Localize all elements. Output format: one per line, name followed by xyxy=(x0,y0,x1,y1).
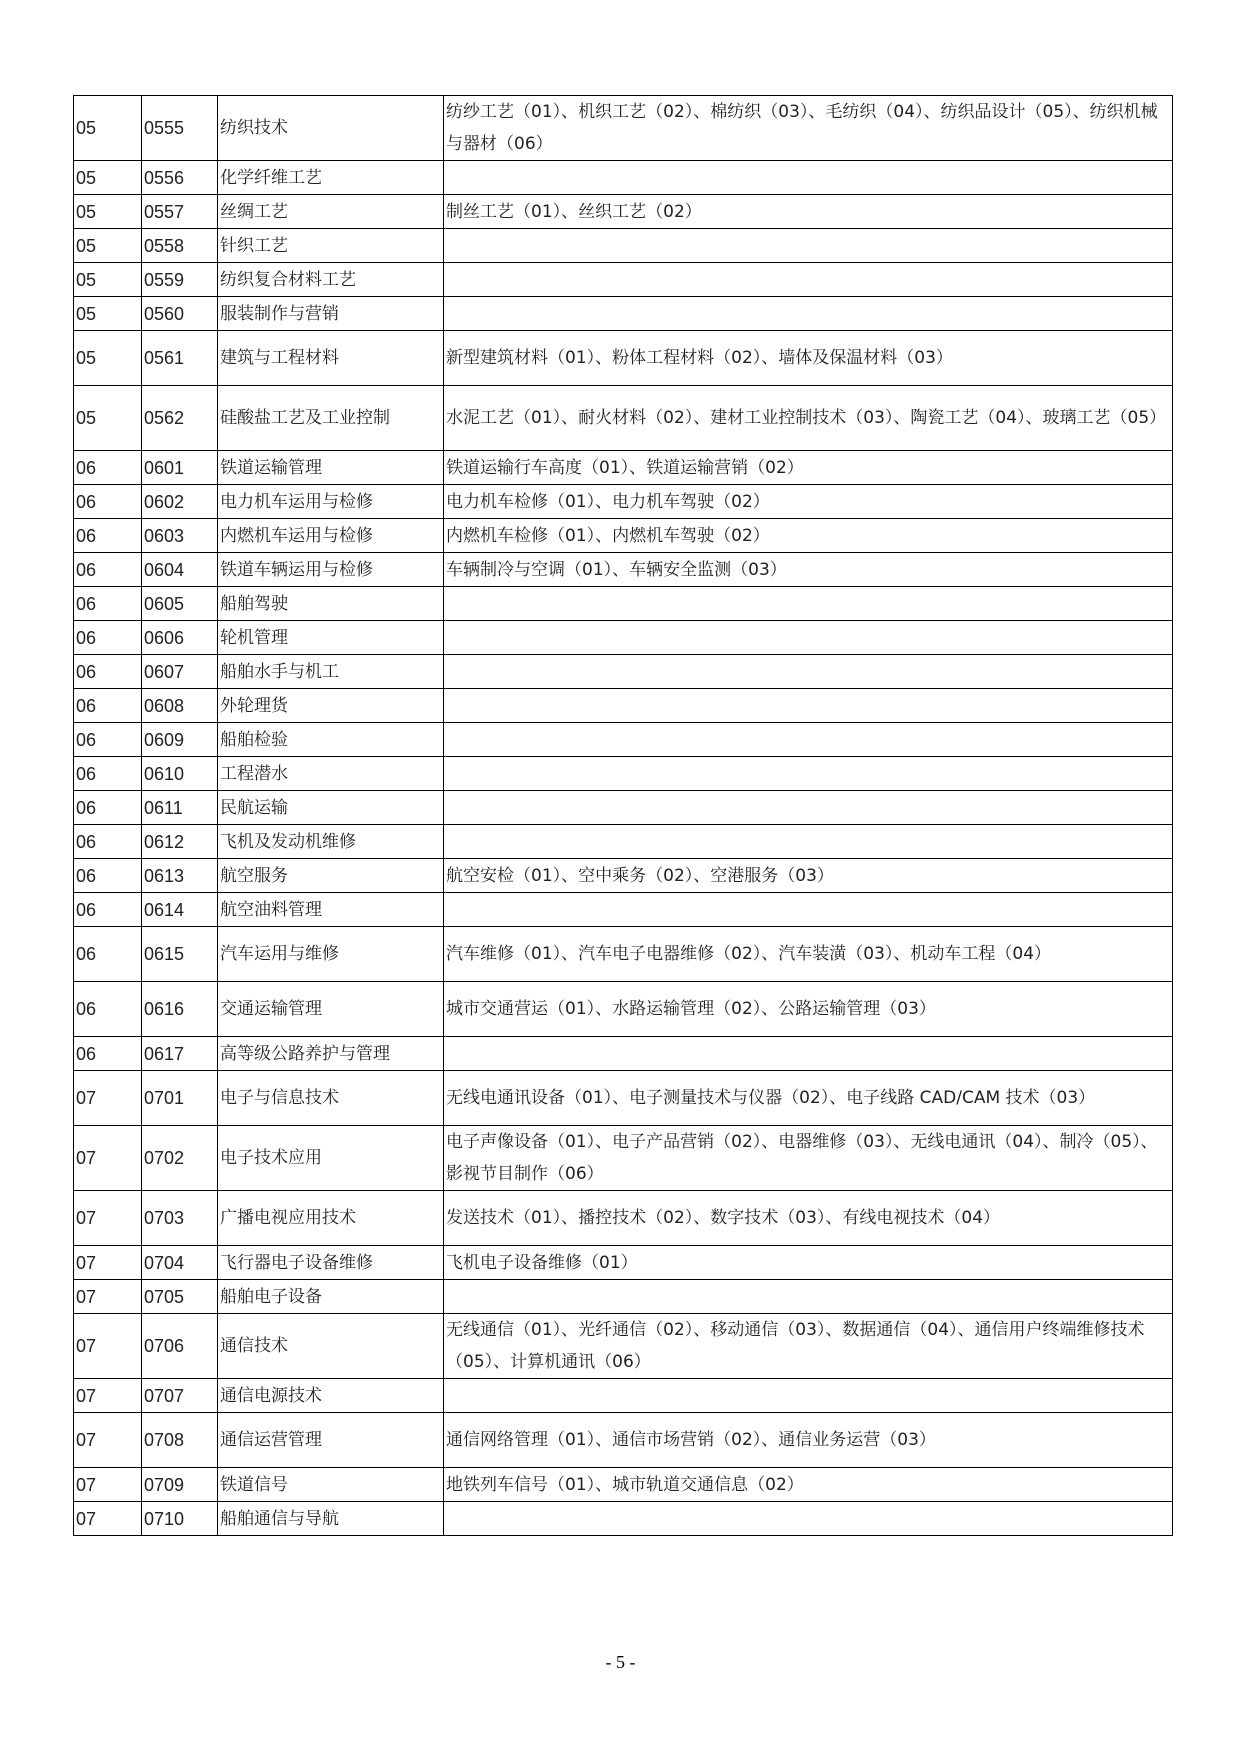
major-name-cell: 电子技术应用 xyxy=(218,1126,444,1191)
directions-cell xyxy=(444,1037,1173,1071)
table-row xyxy=(74,519,1173,553)
major-name-cell: 船舶检验 xyxy=(218,723,444,757)
code-cell: 0609 xyxy=(142,723,218,757)
code-cell: 0606 xyxy=(142,621,218,655)
category-cell: 06 xyxy=(74,689,142,723)
table-row xyxy=(74,1037,1173,1071)
major-name-cell: 广播电视应用技术 xyxy=(218,1191,444,1246)
major-name-cell: 服装制作与营销 xyxy=(218,297,444,331)
major-name-cell: 船舶电子设备 xyxy=(218,1280,444,1314)
directions-cell xyxy=(444,723,1173,757)
category-cell: 07 xyxy=(74,1502,142,1536)
major-name-cell: 通信技术 xyxy=(218,1314,444,1379)
directions-cell: 新型建筑材料（01）、粉体工程材料（02）、墙体及保温材料（03） xyxy=(444,331,1173,386)
code-cell: 0561 xyxy=(142,331,218,386)
table-row xyxy=(74,263,1173,297)
code-cell: 0704 xyxy=(142,1246,218,1280)
table-row xyxy=(74,195,1173,229)
category-cell: 05 xyxy=(74,229,142,263)
directions-cell xyxy=(444,587,1173,621)
category-cell: 07 xyxy=(74,1191,142,1246)
major-name-cell: 民航运输 xyxy=(218,791,444,825)
directions-cell xyxy=(444,621,1173,655)
directions-cell xyxy=(444,757,1173,791)
table-row xyxy=(74,1468,1173,1502)
code-cell: 0562 xyxy=(142,386,218,451)
major-name-cell: 纺织复合材料工艺 xyxy=(218,263,444,297)
table-row xyxy=(74,1126,1173,1191)
category-cell: 05 xyxy=(74,263,142,297)
category-cell: 07 xyxy=(74,1379,142,1413)
category-cell: 07 xyxy=(74,1246,142,1280)
major-name-cell: 针织工艺 xyxy=(218,229,444,263)
directions-cell xyxy=(444,229,1173,263)
major-name-cell: 通信电源技术 xyxy=(218,1379,444,1413)
major-name-cell: 内燃机车运用与检修 xyxy=(218,519,444,553)
table-row xyxy=(74,1280,1173,1314)
majors-table xyxy=(73,95,1173,1536)
category-cell: 06 xyxy=(74,621,142,655)
table-row xyxy=(74,621,1173,655)
table-row xyxy=(74,1246,1173,1280)
code-cell: 0710 xyxy=(142,1502,218,1536)
code-cell: 0556 xyxy=(142,161,218,195)
table-row xyxy=(74,386,1173,451)
directions-cell xyxy=(444,655,1173,689)
page-number: - 5 - xyxy=(605,1652,636,1672)
major-name-cell: 铁道信号 xyxy=(218,1468,444,1502)
category-cell: 06 xyxy=(74,982,142,1037)
category-cell: 07 xyxy=(74,1413,142,1468)
table-row xyxy=(74,1191,1173,1246)
category-cell: 07 xyxy=(74,1468,142,1502)
directions-cell xyxy=(444,689,1173,723)
category-cell: 06 xyxy=(74,757,142,791)
category-cell: 06 xyxy=(74,1037,142,1071)
directions-cell: 无线通信（01）、光纤通信（02）、移动通信（03）、数据通信（04）、通信用户终端维修技术（05）、计算机通讯（06） xyxy=(444,1314,1173,1379)
code-cell: 0615 xyxy=(142,927,218,982)
table-row xyxy=(74,791,1173,825)
code-cell: 0707 xyxy=(142,1379,218,1413)
code-cell: 0708 xyxy=(142,1413,218,1468)
code-cell: 0604 xyxy=(142,553,218,587)
majors-table-body xyxy=(74,96,1173,1536)
directions-cell xyxy=(444,1280,1173,1314)
table-row xyxy=(74,587,1173,621)
category-cell: 06 xyxy=(74,927,142,982)
code-cell: 0702 xyxy=(142,1126,218,1191)
major-name-cell: 外轮理货 xyxy=(218,689,444,723)
major-name-cell: 飞行器电子设备维修 xyxy=(218,1246,444,1280)
major-name-cell: 船舶水手与机工 xyxy=(218,655,444,689)
code-cell: 0616 xyxy=(142,982,218,1037)
category-cell: 05 xyxy=(74,161,142,195)
table-row xyxy=(74,451,1173,485)
directions-cell: 通信网络管理（01）、通信市场营销（02）、通信业务运营（03） xyxy=(444,1413,1173,1468)
directions-cell xyxy=(444,297,1173,331)
majors-table-container xyxy=(73,95,1173,1536)
category-cell: 06 xyxy=(74,655,142,689)
code-cell: 0558 xyxy=(142,229,218,263)
table-row xyxy=(74,553,1173,587)
table-row xyxy=(74,1413,1173,1468)
table-row xyxy=(74,1502,1173,1536)
directions-cell: 水泥工艺（01）、耐火材料（02）、建材工业控制技术（03）、陶瓷工艺（04）、玻璃工艺（05） xyxy=(444,386,1173,451)
major-name-cell: 铁道运输管理 xyxy=(218,451,444,485)
category-cell: 06 xyxy=(74,859,142,893)
category-cell: 06 xyxy=(74,553,142,587)
table-row xyxy=(74,757,1173,791)
code-cell: 0603 xyxy=(142,519,218,553)
category-cell: 05 xyxy=(74,297,142,331)
directions-cell: 地铁列车信号（01）、城市轨道交通信息（02） xyxy=(444,1468,1173,1502)
major-name-cell: 轮机管理 xyxy=(218,621,444,655)
table-row xyxy=(74,655,1173,689)
code-cell: 0555 xyxy=(142,96,218,161)
directions-cell: 飞机电子设备维修（01） xyxy=(444,1246,1173,1280)
table-row xyxy=(74,1314,1173,1379)
code-cell: 0614 xyxy=(142,893,218,927)
major-name-cell: 航空油料管理 xyxy=(218,893,444,927)
major-name-cell: 交通运输管理 xyxy=(218,982,444,1037)
code-cell: 0601 xyxy=(142,451,218,485)
directions-cell xyxy=(444,161,1173,195)
category-cell: 06 xyxy=(74,893,142,927)
directions-cell: 电子声像设备（01）、电子产品营销（02）、电器维修（03）、无线电通讯（04）、制冷（05）、影视节目制作（06） xyxy=(444,1126,1173,1191)
table-row xyxy=(74,1071,1173,1126)
code-cell: 0557 xyxy=(142,195,218,229)
major-name-cell: 建筑与工程材料 xyxy=(218,331,444,386)
category-cell: 07 xyxy=(74,1071,142,1126)
table-row xyxy=(74,1379,1173,1413)
table-row xyxy=(74,297,1173,331)
category-cell: 05 xyxy=(74,386,142,451)
code-cell: 0703 xyxy=(142,1191,218,1246)
major-name-cell: 工程潜水 xyxy=(218,757,444,791)
category-cell: 05 xyxy=(74,331,142,386)
table-row xyxy=(74,485,1173,519)
code-cell: 0559 xyxy=(142,263,218,297)
category-cell: 06 xyxy=(74,485,142,519)
directions-cell: 发送技术（01）、播控技术（02）、数字技术（03）、有线电视技术（04） xyxy=(444,1191,1173,1246)
code-cell: 0709 xyxy=(142,1468,218,1502)
directions-cell: 纺纱工艺（01）、机织工艺（02）、棉纺织（03）、毛纺织（04）、纺织品设计（05）、纺织机械与器材（06） xyxy=(444,96,1173,161)
category-cell: 05 xyxy=(74,96,142,161)
major-name-cell: 通信运营管理 xyxy=(218,1413,444,1468)
major-name-cell: 电子与信息技术 xyxy=(218,1071,444,1126)
code-cell: 0706 xyxy=(142,1314,218,1379)
directions-cell: 汽车维修（01）、汽车电子电器维修（02）、汽车装潢（03）、机动车工程（04） xyxy=(444,927,1173,982)
table-row xyxy=(74,161,1173,195)
category-cell: 07 xyxy=(74,1126,142,1191)
directions-cell: 制丝工艺（01）、丝织工艺（02） xyxy=(444,195,1173,229)
major-name-cell: 汽车运用与维修 xyxy=(218,927,444,982)
code-cell: 0617 xyxy=(142,1037,218,1071)
code-cell: 0701 xyxy=(142,1071,218,1126)
major-name-cell: 电力机车运用与检修 xyxy=(218,485,444,519)
code-cell: 0705 xyxy=(142,1280,218,1314)
table-row xyxy=(74,927,1173,982)
major-name-cell: 硅酸盐工艺及工业控制 xyxy=(218,386,444,451)
major-name-cell: 高等级公路养护与管理 xyxy=(218,1037,444,1071)
directions-cell xyxy=(444,263,1173,297)
category-cell: 06 xyxy=(74,519,142,553)
table-row xyxy=(74,893,1173,927)
directions-cell: 内燃机车检修（01）、内燃机车驾驶（02） xyxy=(444,519,1173,553)
table-row xyxy=(74,982,1173,1037)
directions-cell xyxy=(444,1502,1173,1536)
major-name-cell: 铁道车辆运用与检修 xyxy=(218,553,444,587)
major-name-cell: 航空服务 xyxy=(218,859,444,893)
table-row xyxy=(74,96,1173,161)
code-cell: 0605 xyxy=(142,587,218,621)
category-cell: 06 xyxy=(74,723,142,757)
code-cell: 0613 xyxy=(142,859,218,893)
table-row xyxy=(74,825,1173,859)
directions-cell: 车辆制冷与空调（01）、车辆安全监测（03） xyxy=(444,553,1173,587)
code-cell: 0608 xyxy=(142,689,218,723)
category-cell: 06 xyxy=(74,451,142,485)
directions-cell: 航空安检（01）、空中乘务（02）、空港服务（03） xyxy=(444,859,1173,893)
directions-cell xyxy=(444,791,1173,825)
category-cell: 07 xyxy=(74,1314,142,1379)
code-cell: 0610 xyxy=(142,757,218,791)
directions-cell: 无线电通讯设备（01）、电子测量技术与仪器（02）、电子线路 CAD/CAM 技术（03） xyxy=(444,1071,1173,1126)
category-cell: 06 xyxy=(74,791,142,825)
table-row xyxy=(74,229,1173,263)
major-name-cell: 船舶通信与导航 xyxy=(218,1502,444,1536)
code-cell: 0607 xyxy=(142,655,218,689)
code-cell: 0612 xyxy=(142,825,218,859)
directions-cell: 电力机车检修（01）、电力机车驾驶（02） xyxy=(444,485,1173,519)
major-name-cell: 化学纤维工艺 xyxy=(218,161,444,195)
table-row xyxy=(74,859,1173,893)
code-cell: 0560 xyxy=(142,297,218,331)
directions-cell xyxy=(444,825,1173,859)
table-row xyxy=(74,689,1173,723)
major-name-cell: 船舶驾驶 xyxy=(218,587,444,621)
directions-cell xyxy=(444,1379,1173,1413)
directions-cell xyxy=(444,893,1173,927)
category-cell: 05 xyxy=(74,195,142,229)
category-cell: 06 xyxy=(74,825,142,859)
category-cell: 07 xyxy=(74,1280,142,1314)
major-name-cell: 丝绸工艺 xyxy=(218,195,444,229)
directions-cell: 铁道运输行车高度（01）、铁道运输营销（02） xyxy=(444,451,1173,485)
table-row xyxy=(74,723,1173,757)
code-cell: 0611 xyxy=(142,791,218,825)
category-cell: 06 xyxy=(74,587,142,621)
major-name-cell: 纺织技术 xyxy=(218,96,444,161)
table-row xyxy=(74,331,1173,386)
directions-cell: 城市交通营运（01）、水路运输管理（02）、公路运输管理（03） xyxy=(444,982,1173,1037)
code-cell: 0602 xyxy=(142,485,218,519)
major-name-cell: 飞机及发动机维修 xyxy=(218,825,444,859)
